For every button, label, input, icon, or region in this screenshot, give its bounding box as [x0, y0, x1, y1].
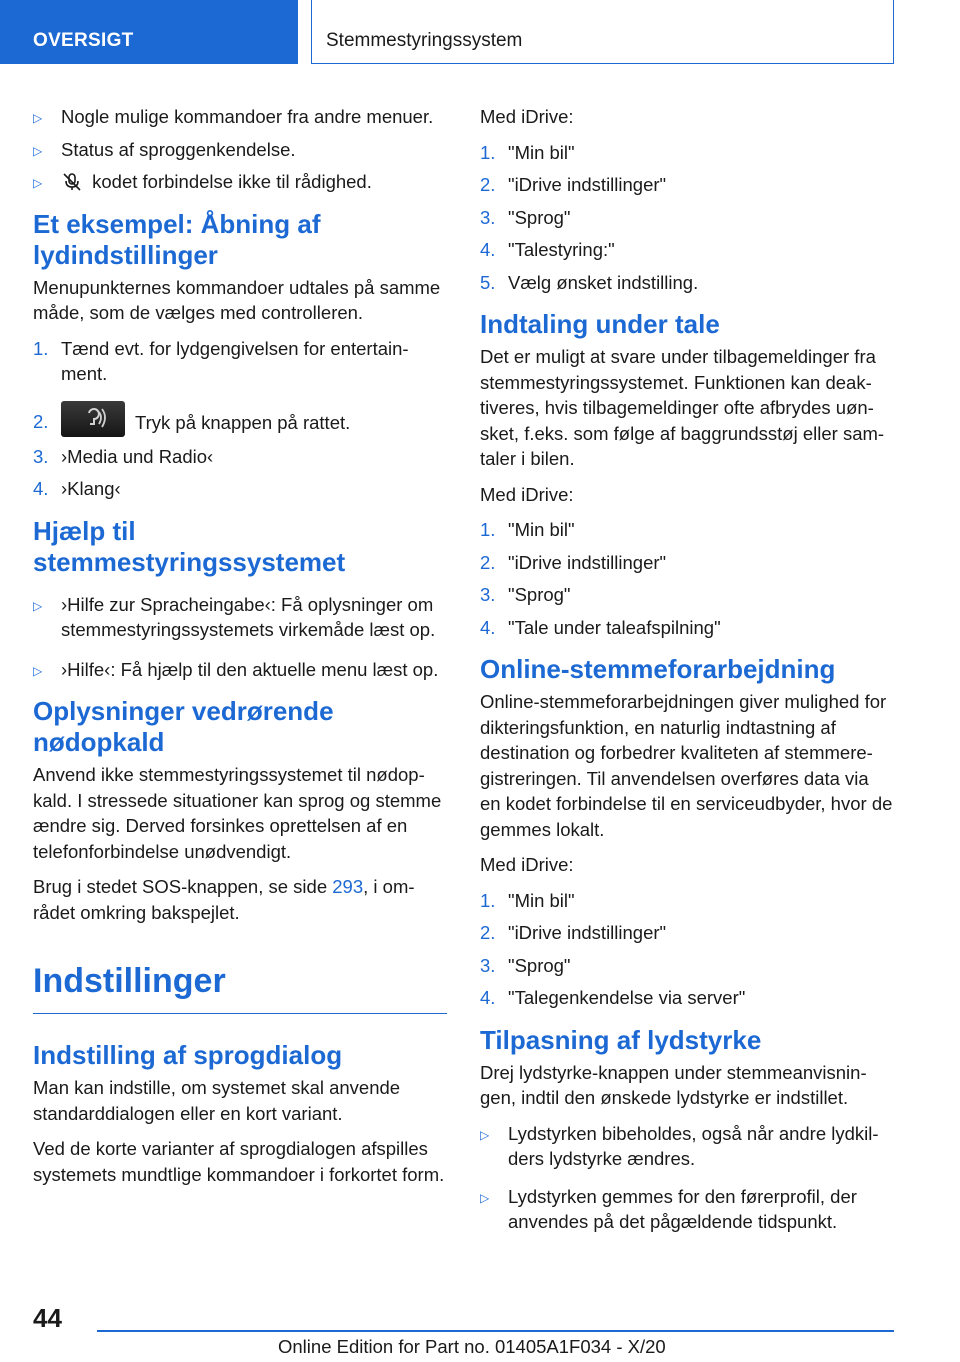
footer-edition: Online Edition for Part no. 01405A1F034 - X/20 [278, 1336, 666, 1357]
list-item: 4. "Talegenkendelse via server" [480, 987, 746, 1008]
help-heading: Hjælp til stemmestyringssystemet [33, 515, 346, 577]
footer-rule [97, 1330, 894, 1332]
header-chapter-box [311, 0, 894, 64]
list-item: 4. ›Klang‹ [33, 478, 121, 499]
list-item: 2. "iDrive indstillinger" [480, 922, 667, 943]
language-steps [480, 140, 894, 296]
list-item: ▷ Lydstyrken gemmes for den førerprofil, der anvendes på det pågældende tidspunkt. [480, 1185, 857, 1232]
header-section-tab [0, 0, 298, 64]
list-item: ▷ kodet forbindelse ikke til rådighed. [33, 169, 447, 195]
list-item: 5. Vælg ønsket indstilling. [480, 271, 699, 293]
triangle-bullet-icon: ▷ [480, 1127, 490, 1142]
barge-steps [480, 517, 894, 640]
list-item: 2. "iDrive indstillinger" [480, 551, 667, 573]
page-number: 44 [33, 1303, 62, 1333]
right-column [480, 104, 894, 1249]
dialog-heading: Indstilling af sprogdialog [33, 1040, 343, 1070]
idrive-label: Med iDrive: [480, 854, 574, 875]
example-steps [33, 336, 447, 502]
settings-heading: Indstillinger [33, 935, 447, 1014]
list-item: 1. "Min bil" [480, 889, 575, 911]
steering-voice-button-icon [61, 401, 125, 437]
barge-heading: Indtaling under tale [480, 309, 720, 339]
list-item: ▷ ›Hilfe zur Spracheingabe‹: Få oplysninger om stemmestyringssystemets virkemåde læst op. [33, 593, 436, 640]
top-bullet-list [33, 104, 447, 195]
online-steps [480, 888, 894, 1011]
list-item: 3. "Sprog" [480, 206, 571, 228]
volume-heading: Tilpasning af lydstyrke [480, 1024, 762, 1055]
list-item: 3. "Sprog" [480, 954, 571, 976]
example-intro: Menupunkternes kommandoer udtales på samme måde, som de vælges med controlleren. [33, 276, 441, 323]
example-heading: Et eksempel: Åbning af lydindstillinger [33, 208, 321, 270]
online-heading: Online-stemmeforarbejdning [480, 654, 836, 684]
header-chapter-title: Stemmestyringssystem [326, 30, 523, 51]
barge-paragraph: Det er muligt at svare under tilbagemeldinger fra stemmestyringssystemet. Funktionen kan deak‐tiveres, hvis tilbagemeldinger ofte afbrydes uøn‐sket, f.eks. som følge af baggrundsstøj eller sam‐taler i bilen. [480, 346, 885, 469]
list-item: 2. Tryk på knappen på rattet. [33, 401, 447, 437]
triangle-bullet-icon: ▷ [33, 663, 43, 678]
triangle-bullet-icon: ▷ [33, 176, 43, 190]
list-item: 1. Tænd evt. for lydgengivelsen for entertain‐ment. [33, 337, 409, 384]
list-item: 1. "Min bil" [480, 519, 575, 540]
left-column [33, 104, 447, 1197]
idrive-label: Med iDrive: [480, 106, 574, 127]
triangle-bullet-icon: ▷ [33, 143, 43, 158]
list-item: ▷ Lydstyrken bibeholdes, også når andre lydkil‐ders lydstyrke ændres. [480, 1122, 879, 1169]
dialog-paragraph-2: Ved de korte varianter af sprogdialogen afspilles systemets mundtlige kommandoer i forkortet form. [33, 1138, 445, 1185]
volume-paragraph: Drej lydstyrke-knappen under stemmeanvisnin‐gen, indtil den ønskede lydstyrke er indstillet. [480, 1061, 867, 1108]
help-bullets [33, 592, 447, 683]
idrive-label: Med iDrive: [480, 483, 574, 505]
volume-bullets [480, 1121, 894, 1235]
triangle-bullet-icon: ▷ [33, 111, 43, 125]
mic-off-icon [61, 173, 83, 191]
page-link[interactable]: 293 [332, 876, 364, 897]
dialog-paragraph-1: Man kan indstille, om systemet skal anvende standarddialogen eller en kort variant. [33, 1077, 401, 1124]
list-item: ▷ Nogle mulige kommandoer fra andre menuer. [33, 104, 447, 130]
list-item: 1. "Min bil" [480, 141, 575, 163]
list-item: ▷ ›Hilfe‹: Få hjælp til den aktuelle menu læst op. [33, 657, 447, 683]
emergency-heading: Oplysninger vedrørende nødopkald [33, 696, 334, 757]
list-item: 3. ›Media und Radio‹ [33, 445, 214, 467]
list-item: ▷ Status af sproggenkendelse. [33, 137, 447, 163]
emergency-paragraph: Anvend ikke stemmestyringssystemet til nødop‐kald. I stressede situationer kan sprog og stemme ændre sig. Derved forsinkes oprettelsen af en telefonforbindelse unødvendigt. [33, 764, 442, 862]
triangle-bullet-icon: ▷ [33, 598, 43, 613]
list-item: 4. "Talestyring:" [480, 239, 615, 260]
emergency-sos-paragraph: Brug i stedet SOS-knappen, se side 293, i om‐rådet omkring bakspejlet. [33, 876, 415, 923]
online-paragraph: Online-stemmeforarbejdningen giver mulighed for dikteringsfunktion, en naturlig indtastning af destination og forbedrer kvaliteten af stemmere‐gistreringen. Til anvendelsen overføres data via en kodet forbindelse til en serviceudbyder, hvor de gemmes lokalt. [480, 691, 893, 840]
triangle-bullet-icon: ▷ [480, 1190, 490, 1205]
list-item: 2. "iDrive indstillinger" [480, 174, 667, 195]
list-item: 3. "Sprog" [480, 584, 571, 605]
list-item: 4. "Tale under taleafspilning" [480, 616, 721, 638]
header-section-title: OVERSIGT [33, 30, 134, 51]
